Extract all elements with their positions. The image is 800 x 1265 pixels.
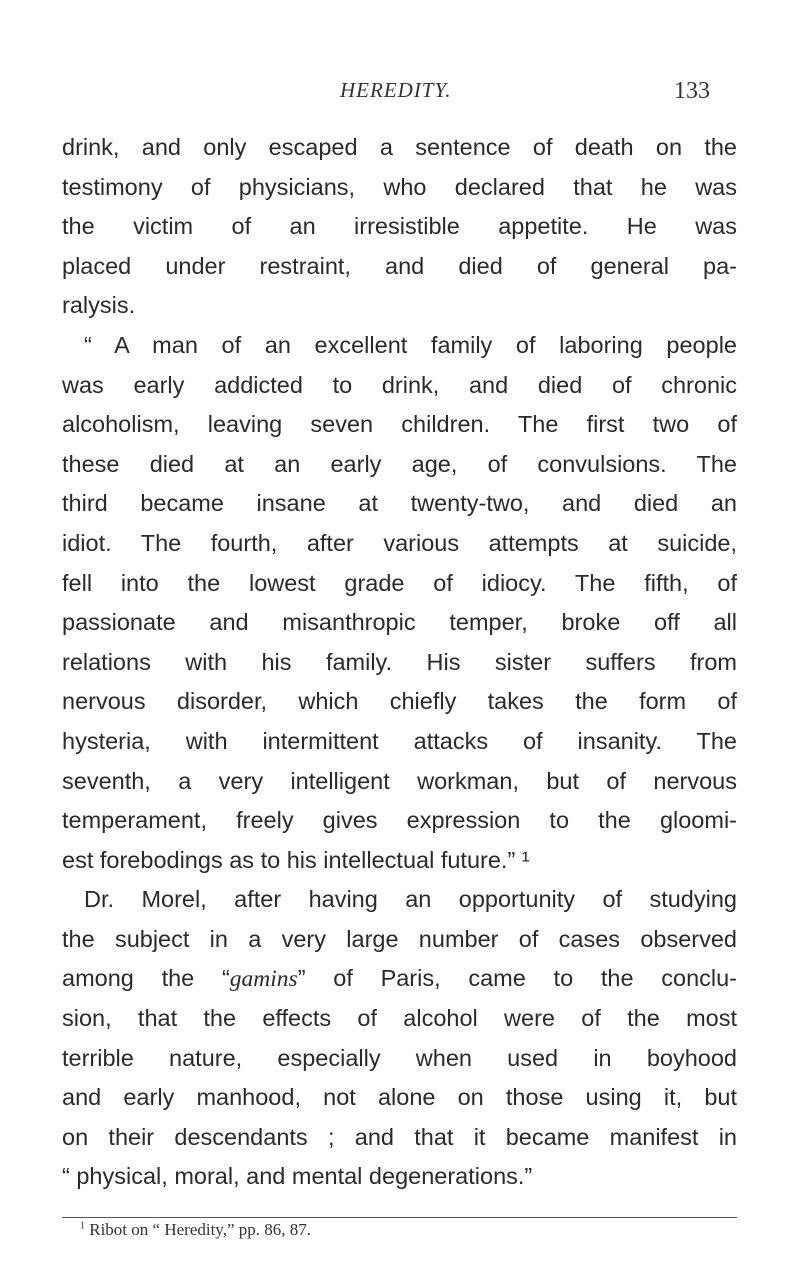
text-line: and early manhood, not alone on those using it, but [62, 1084, 737, 1111]
text-line: placed under restraint, and died of general pa- [62, 252, 737, 279]
text-line: sion, that the effects of alcohol were of the most [62, 1005, 737, 1032]
text-line: was early addicted to drink, and died of chronic [62, 371, 737, 398]
text-line: terrible nature, especially when used in boyhood [62, 1044, 737, 1071]
page-number: 133 [674, 78, 710, 104]
text-line: passionate and misanthropic temper, broke off all [62, 609, 737, 636]
text-line: fell into the lowest grade of idiocy. The fifth, of [62, 569, 737, 596]
text-line: “ A man of an excellent family of laboring people [84, 331, 737, 358]
italic-term: gamins [229, 966, 298, 993]
footnote [80, 1220, 311, 1240]
text-fragment: among the “ [62, 965, 230, 992]
text-fragment: ” of Paris, came to the conclu- [297, 965, 738, 992]
text-line: on their descendants ; and that it became manifest in [62, 1123, 737, 1150]
text-line: drink, and only escaped a sentence of death on the [62, 134, 737, 160]
text-line: est forebodings as to his intellectual future.” ¹ [62, 846, 530, 873]
text-line: “ physical, moral, and mental degenerations.” [62, 1163, 533, 1190]
body-text [62, 128, 737, 1197]
footnote-mark: 1 [80, 1220, 85, 1232]
text-line: Dr. Morel, after having an opportunity of studying [84, 886, 737, 913]
text-line: alcoholism, leaving seven children. The first two of [62, 411, 737, 438]
text-line: hysteria, with intermittent attacks of insanity. The [62, 727, 737, 754]
text-line: third became insane at twenty-two, and died an [62, 490, 737, 517]
footnote-rule [62, 1217, 737, 1218]
text-line: temperament, freely gives expression to the gloomi- [62, 807, 737, 834]
text-line: ralysis. [62, 292, 136, 319]
running-title: HEREDITY. [340, 78, 452, 102]
text-line: these died at an early age, of convulsions. The [62, 450, 737, 477]
running-head [0, 78, 800, 118]
text-line: idiot. The fourth, after various attempts at suicide, [62, 529, 737, 556]
text-line: testimony of physicians, who declared that he was [62, 173, 737, 200]
text-line: relations with his family. His sister suffers from [62, 648, 737, 675]
text-line: the subject in a very large number of cases observed [62, 925, 737, 952]
footnote-text: Ribot on “ Heredity,” pp. 86, 87. [89, 1220, 311, 1239]
text-line: nervous disorder, which chiefly takes the form of [62, 688, 737, 715]
text-line: the victim of an irresistible appetite. He was [62, 213, 737, 240]
text-line: seventh, a very intelligent workman, but of nervous [62, 767, 737, 794]
text-line-with-italic [62, 959, 737, 999]
